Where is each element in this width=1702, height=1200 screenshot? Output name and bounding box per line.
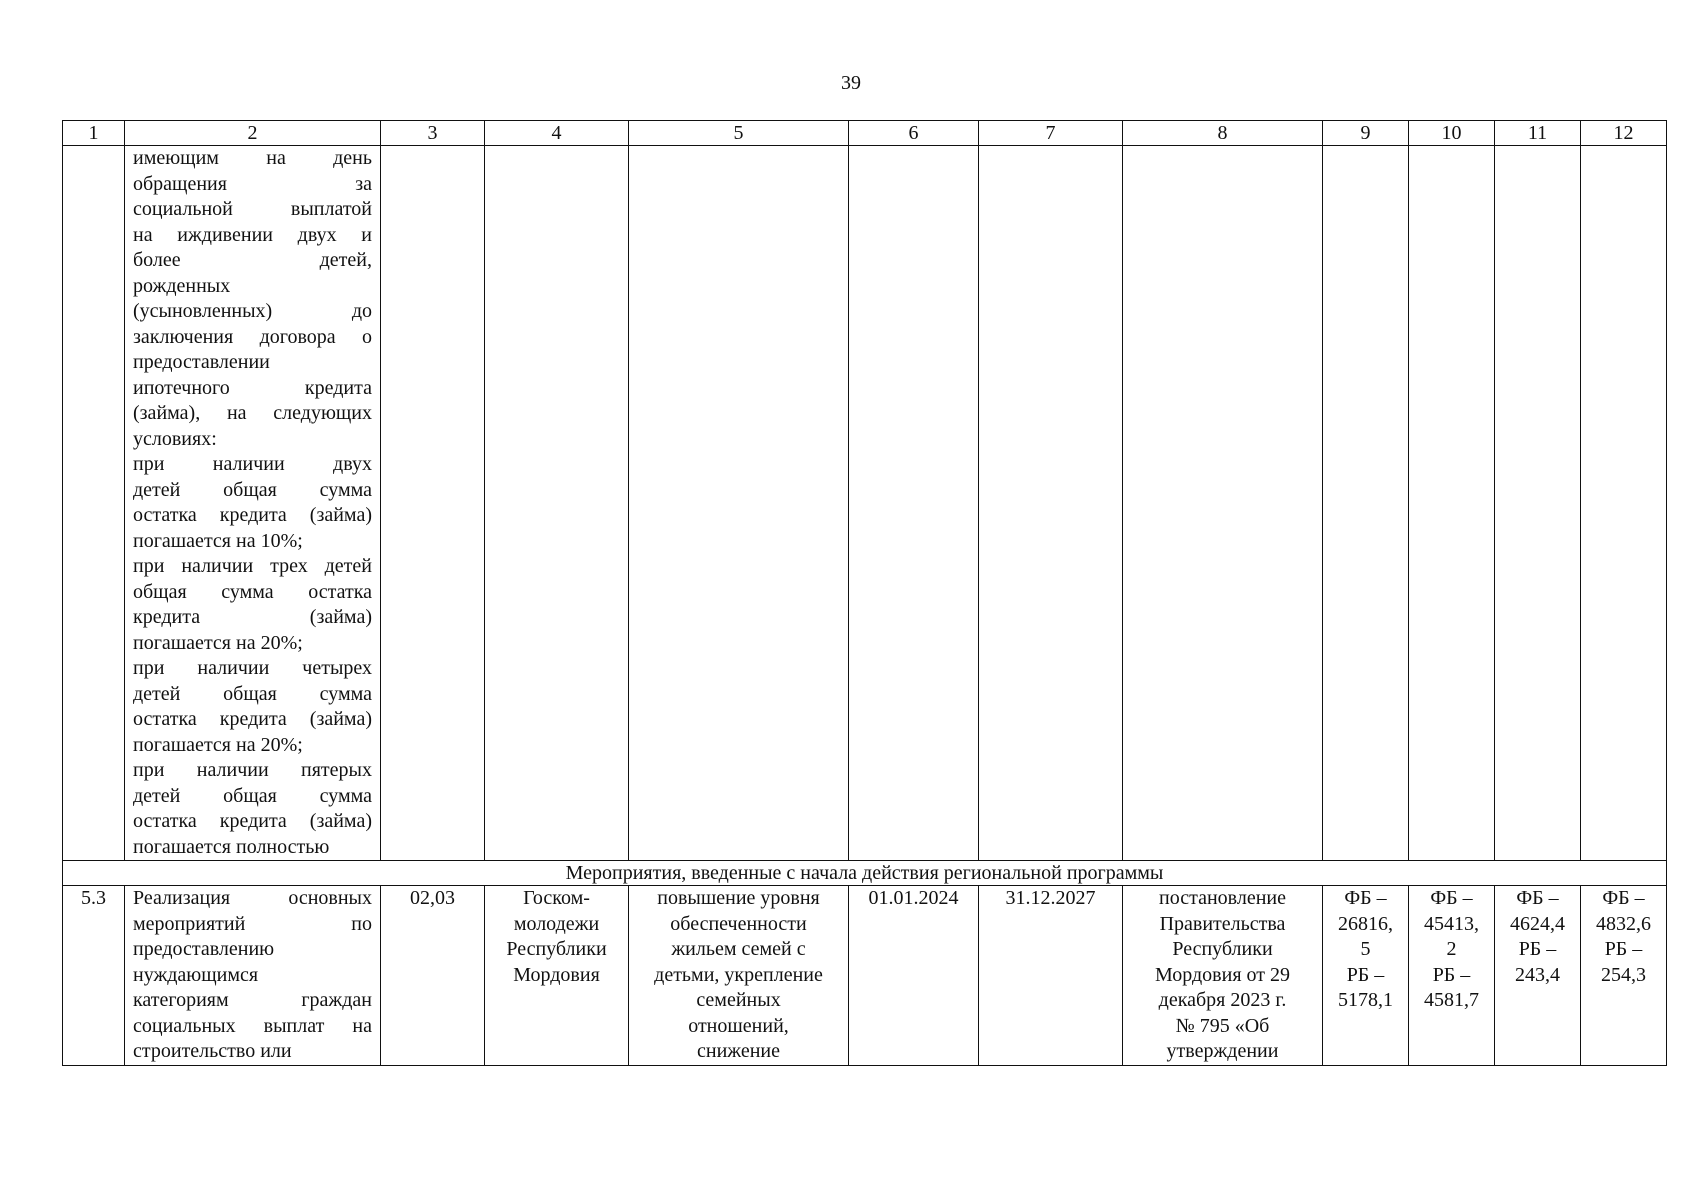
header-cell-10: 10 <box>1409 121 1495 146</box>
header-cell-1: 1 <box>63 121 125 146</box>
cont-col2-line: погашается на 10%; <box>133 529 303 552</box>
cont-col2-line: остатка кредита (займа) <box>133 504 372 526</box>
row-5-3-number: 5.3 <box>63 886 125 1066</box>
r53-col8-line: утверждении <box>1166 1040 1279 1062</box>
continuation-cell-7 <box>979 146 1123 861</box>
continuation-description <box>125 146 381 861</box>
page-number: 39 <box>841 72 861 94</box>
cont-col2-line: остатка кредита (займа) <box>133 708 372 730</box>
cont-col2-line: погашается полностью <box>133 835 330 858</box>
cont-col2-line: рожденных <box>133 274 231 297</box>
cont-col2-line: условиях: <box>133 427 217 450</box>
r53-col2-line: нуждающимся <box>133 963 259 986</box>
r53-col9-line: РБ – <box>1346 963 1385 986</box>
r53-col2-line: социальных выплат на <box>133 1014 372 1037</box>
continuation-cell-8 <box>1123 146 1323 861</box>
continuation-cell-11 <box>1495 146 1581 861</box>
r53-col5-line: повышение уровня <box>657 887 820 909</box>
cont-col2-line: общая сумма остатка <box>133 580 372 603</box>
r53-col11-line: 4624,4 <box>1510 912 1565 935</box>
header-cell-7: 7 <box>979 121 1123 146</box>
section-row <box>63 861 1667 886</box>
r53-col8-line: Мордовия от 29 <box>1154 963 1291 986</box>
continuation-cell-4 <box>485 146 629 861</box>
row-5-3-funding-col9 <box>1323 886 1409 1066</box>
r53-col12-line: ФБ – <box>1602 887 1645 909</box>
r53-col8-line: постановление <box>1159 887 1286 909</box>
cont-col2-line: заключения договора о <box>133 325 372 348</box>
header-cell-11: 11 <box>1495 121 1581 146</box>
header-cell-9: 9 <box>1323 121 1409 146</box>
cont-col2-line: социальной выплатой <box>133 198 372 220</box>
row-5-3-start-date: 01.01.2024 <box>849 886 979 1066</box>
program-table <box>62 120 1667 1066</box>
cont-col2-line: погашается на 20%; <box>133 631 303 654</box>
r53-col5-line: детьми, укрепление <box>654 963 823 986</box>
r53-col2-line: предоставлению <box>133 938 275 960</box>
r53-col4-line: молодежи <box>513 912 600 935</box>
r53-col2-line: категориям граждан <box>133 989 372 1011</box>
r53-col10-line: РБ – <box>1432 963 1471 986</box>
cont-col2-line: более детей, <box>133 249 372 271</box>
cont-col2-line: при наличии двух <box>133 453 372 475</box>
row-5-3 <box>63 886 1667 1066</box>
r53-col5-line: снижение <box>697 1040 780 1062</box>
r53-col8-line: № 795 «Об <box>1175 1014 1270 1037</box>
r53-col5-line: отношений, <box>688 1014 789 1037</box>
continuation-row <box>63 146 1667 861</box>
r53-col8-line: Правительства <box>1159 912 1286 935</box>
row-5-3-executor <box>485 886 629 1066</box>
r53-col9-line: 5178,1 <box>1338 989 1393 1011</box>
r53-col11-line: ФБ – <box>1516 887 1559 909</box>
r53-col5-line: обеспеченности <box>670 912 807 935</box>
r53-col9-line: 5 <box>1360 938 1371 960</box>
row-5-3-funding-col12 <box>1581 886 1667 1066</box>
column-number-row <box>63 121 1667 146</box>
r53-col5-line: семейных <box>696 989 781 1011</box>
row-5-3-end-date: 31.12.2027 <box>979 886 1123 1066</box>
cont-col2-line: остатка кредита (займа) <box>133 810 372 832</box>
row-5-3-legal-basis <box>1123 886 1323 1066</box>
r53-col8-line: декабря 2023 г. <box>1158 989 1287 1011</box>
continuation-cell-10 <box>1409 146 1495 861</box>
r53-col12-line: 254,3 <box>1601 963 1646 986</box>
cont-col2-line: при наличии четырех <box>133 657 372 679</box>
row-5-3-codes: 02,03 <box>381 886 485 1066</box>
cont-col2-line: (займа), на следующих <box>133 402 372 424</box>
cont-col2-line: детей общая сумма <box>133 478 372 501</box>
r53-col4-line: Мордовия <box>513 963 600 986</box>
r53-col12-line: РБ – <box>1604 938 1643 960</box>
r53-col5-line: жильем семей с <box>671 938 806 960</box>
cont-col2-line: (усыновленных) до <box>133 300 372 322</box>
header-cell-8: 8 <box>1123 121 1323 146</box>
cont-col2-line: ипотечного кредита <box>133 376 372 399</box>
r53-col4-line: Госком- <box>523 887 590 909</box>
continuation-cell-12 <box>1581 146 1667 861</box>
continuation-cell-6 <box>849 146 979 861</box>
header-cell-6: 6 <box>849 121 979 146</box>
cont-col2-line: предоставлении <box>133 351 270 373</box>
section-title: Мероприятия, введенные с начала действия региональной программы <box>63 861 1667 886</box>
cont-col2-line: на иждивении двух и <box>133 223 372 246</box>
cont-col2-line: имеющим на день <box>133 147 372 169</box>
r53-col4-line: Республики <box>506 938 607 960</box>
row-5-3-funding-col10 <box>1409 886 1495 1066</box>
cont-col2-line: обращения за <box>133 172 372 195</box>
header-cell-3: 3 <box>381 121 485 146</box>
r53-col2-line: Реализация основных <box>133 887 372 909</box>
cont-col2-line: детей общая сумма <box>133 784 372 807</box>
r53-col10-line: 45413, <box>1424 912 1479 935</box>
r53-col2-line: мероприятий по <box>133 912 372 935</box>
r53-col11-line: РБ – <box>1518 938 1557 960</box>
cont-col2-line: при наличии пятерых <box>133 759 372 781</box>
r53-col12-line: 4832,6 <box>1596 912 1651 935</box>
r53-col10-line: ФБ – <box>1430 887 1473 909</box>
r53-col9-line: 26816, <box>1338 912 1393 935</box>
header-cell-5: 5 <box>629 121 849 146</box>
row-5-3-goal <box>629 886 849 1066</box>
continuation-cell-1 <box>63 146 125 861</box>
r53-col2-line: строительство или <box>133 1040 292 1062</box>
r53-col9-line: ФБ – <box>1344 887 1387 909</box>
continuation-cell-9 <box>1323 146 1409 861</box>
header-cell-2: 2 <box>125 121 381 146</box>
r53-col10-line: 2 <box>1446 938 1457 960</box>
cont-col2-line: детей общая сумма <box>133 682 372 705</box>
r53-col8-line: Республики <box>1172 938 1273 960</box>
cont-col2-line: погашается на 20%; <box>133 733 303 756</box>
cont-col2-line: при наличии трех детей <box>133 555 372 577</box>
row-5-3-funding-col11 <box>1495 886 1581 1066</box>
r53-col11-line: 243,4 <box>1515 963 1560 986</box>
cont-col2-line: кредита (займа) <box>133 606 372 628</box>
row-5-3-description <box>125 886 381 1066</box>
r53-col10-line: 4581,7 <box>1424 989 1479 1011</box>
continuation-cell-5 <box>629 146 849 861</box>
header-cell-4: 4 <box>485 121 629 146</box>
header-cell-12: 12 <box>1581 121 1667 146</box>
continuation-cell-3 <box>381 146 485 861</box>
